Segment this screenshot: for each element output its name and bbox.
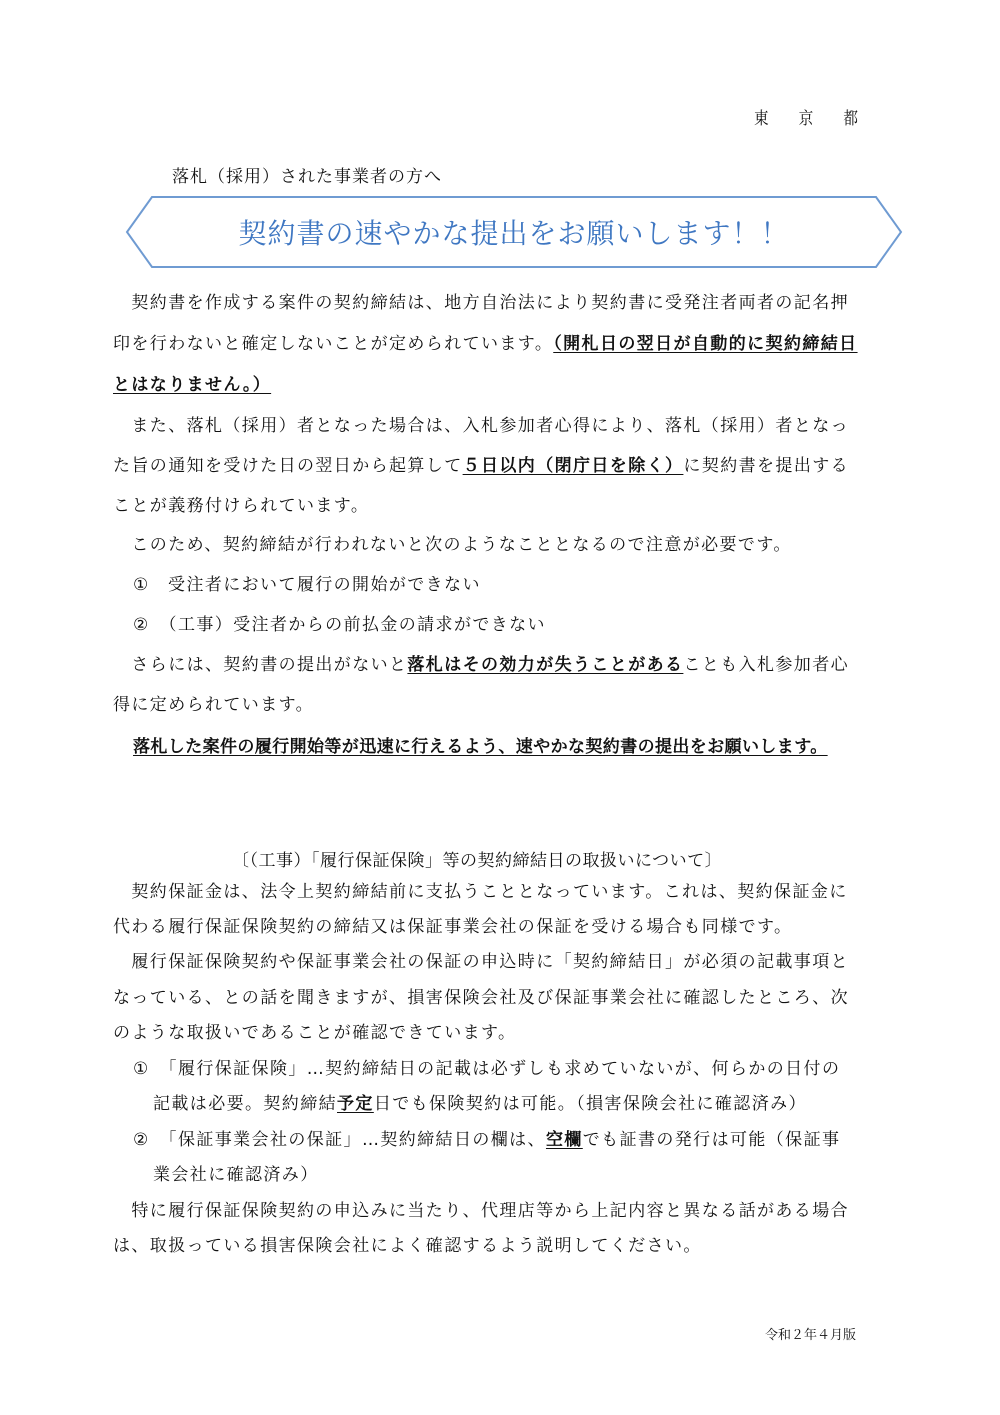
paragraph-line: 契約書を作成する案件の契約締結は、地方自治法により契約書に受発注者両者の記名押 <box>113 293 849 313</box>
paragraph-line: 代わる履行保証保険契約の締結又は保証事業会社の保証を受ける場合も同様です。 <box>113 917 793 937</box>
paragraph-line: とはなりません。） <box>113 375 272 395</box>
list-item: ② 「保証事業会社の保証」…契約締結日の欄は、空欄でも証書の発行は可能（保証事 <box>133 1130 841 1150</box>
paragraph-line: ことが義務付けられています。 <box>113 496 370 516</box>
list-item-continuation: 記載は必要。契約締結予定日でも保険契約は可能。（損害保険会社に確認済み） <box>153 1094 807 1114</box>
list-item: ① 受注者において履行の開始ができない <box>133 575 481 595</box>
banner-title: 契約書の速やかな提出をお願いします！！ <box>238 217 790 250</box>
addressee: 落札（採用）された事業者の方へ <box>172 167 442 187</box>
edition-label: 令和２年４月版 <box>765 1328 857 1343</box>
list-item: ① 「履行保証保険」…契約締結日の記載は必ずしも求めていないが、何らかの日付の <box>133 1059 841 1079</box>
paragraph-line: のような取扱いであることが確認できています。 <box>113 1023 517 1043</box>
paragraph-line: 印を行わないと確定しないことが定められています。（開札日の翌日が自動的に契約締結日 <box>113 334 858 354</box>
title-banner <box>124 195 904 269</box>
paragraph-line: 履行保証保険契約や保証事業会社の保証の申込時に「契約締結日」が必須の記載事項と <box>113 952 849 972</box>
issuer-name: 東 京 都 <box>754 109 859 129</box>
closing-request: 落札した案件の履行開始等が迅速に行えるよう、速やかな契約書の提出をお願いします。 <box>133 737 828 757</box>
list-item: ② （工事）受注者からの前払金の請求ができない <box>133 615 546 635</box>
paragraph-line: 特に履行保証保険契約の申込みに当たり、代理店等から上記内容と異なる話がある場合 <box>113 1201 849 1221</box>
paragraph-line: 契約保証金は、法令上契約締結前に支払うこととなっています。これは、契約保証金に <box>113 882 848 902</box>
paragraph-line: 得に定められています。 <box>113 695 315 715</box>
paragraph-line: また、落札（採用）者となった場合は、入札参加者心得により、落札（採用）者となっ <box>113 416 849 436</box>
paragraph-line: このため、契約締結が行われないと次のようなこととなるので注意が必要です。 <box>113 535 792 555</box>
paragraph-line: は、取扱っている損害保険会社によく確認するよう説明してください。 <box>113 1236 702 1256</box>
paragraph-line: なっている、との話を聞きますが、損害保険会社及び保証事業会社に確認したところ、次 <box>113 988 849 1008</box>
section-title: 〔（工事）「履行保証保険」等の契約締結日の取扱いについて〕 <box>232 851 723 871</box>
paragraph-line: さらには、契約書の提出がないと落札はその効力が失うことがあることも入札参加者心 <box>113 655 850 675</box>
paragraph-line: た旨の通知を受けた日の翌日から起算して５日以内（閉庁日を除く）に契約書を提出する <box>113 456 850 476</box>
list-item-continuation: 業会社に確認済み） <box>153 1165 319 1185</box>
